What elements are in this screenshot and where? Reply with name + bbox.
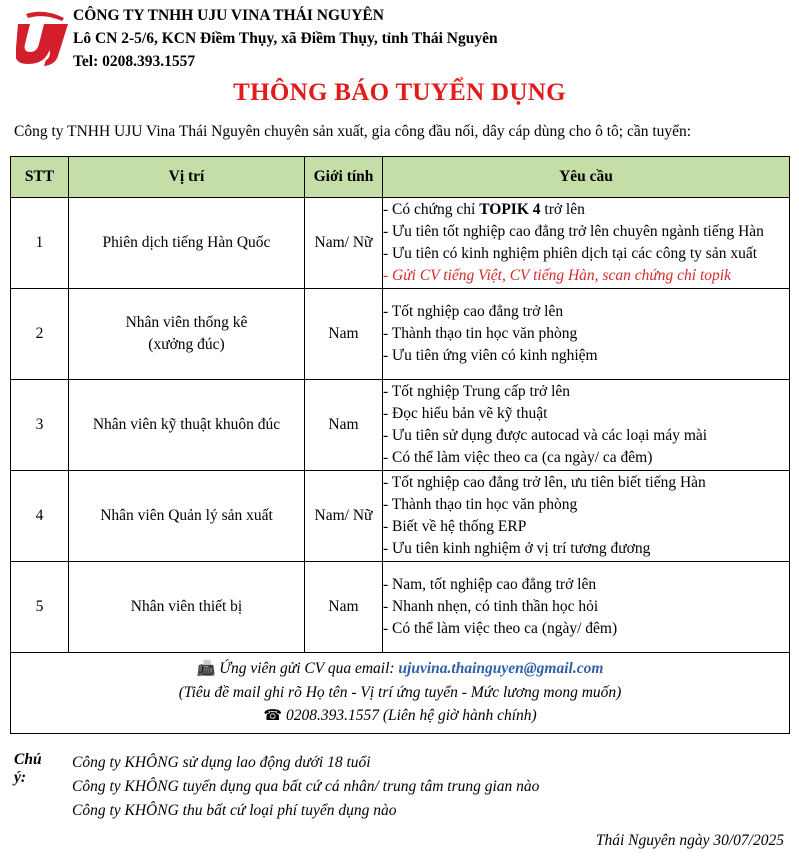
table-header-row bbox=[11, 157, 790, 198]
email-subject-hint: (Tiêu đề mail ghi rõ Họ tên - Vị trí ứng tuyển - Mức lương mong muốn) bbox=[178, 684, 622, 701]
note-line: Công ty KHÔNG sử dụng lao động dưới 18 tuổi bbox=[72, 754, 371, 771]
requirement-line: - Có thể làm việc theo ca (ca ngày/ ca đêm) bbox=[383, 449, 653, 466]
row-gender: Nam bbox=[305, 289, 383, 380]
page-title: THÔNG BÁO TUYỂN DỤNG bbox=[233, 79, 566, 106]
row-gender: Nam/ Nữ bbox=[305, 471, 383, 562]
position-subtitle: (xưởng đúc) bbox=[148, 336, 225, 353]
header-position: Vị trí bbox=[69, 157, 305, 198]
row-requirements bbox=[383, 289, 790, 380]
note-line: Công ty KHÔNG tuyển dụng qua bất cứ cá nhân/ trung tâm trung gian nào bbox=[72, 778, 540, 795]
row-position: Nhân viên kỹ thuật khuôn đúc bbox=[69, 380, 305, 471]
requirement-line: - Đọc hiểu bản vẽ kỹ thuật bbox=[383, 405, 548, 422]
contact-row bbox=[11, 653, 790, 734]
table-row bbox=[11, 562, 790, 653]
requirement-line: - Ưu tiên kinh nghiệm ở vị trí tương đương bbox=[383, 540, 651, 557]
company-header bbox=[16, 4, 786, 74]
requirement-line: - Nhanh nhẹn, có tinh thần học hỏi bbox=[383, 598, 599, 615]
email-line: 📠 Ứng viên gửi CV qua email: ujuvina.thainguyen@gmail.com bbox=[11, 657, 789, 681]
notes-lines bbox=[72, 751, 539, 823]
row-requirements bbox=[383, 562, 790, 653]
header-gender: Giới tính bbox=[305, 157, 383, 198]
row-stt: 4 bbox=[11, 471, 69, 562]
row-gender: Nam bbox=[305, 562, 383, 653]
phone-icon: ☎ bbox=[263, 708, 283, 724]
requirement-line: - Tốt nghiệp cao đẳng trở lên, ưu tiên biết tiếng Hàn bbox=[383, 474, 706, 491]
row-position bbox=[69, 289, 305, 380]
uju-logo bbox=[16, 10, 68, 66]
row-stt: 3 bbox=[11, 380, 69, 471]
requirement-line: - Có thể làm việc theo ca (ngày/ đêm) bbox=[383, 620, 618, 637]
table-row bbox=[11, 289, 790, 380]
row-gender: Nam/ Nữ bbox=[305, 198, 383, 289]
row-stt: 5 bbox=[11, 562, 69, 653]
row-stt: 2 bbox=[11, 289, 69, 380]
row-position: Nhân viên thiết bị bbox=[69, 562, 305, 653]
row-requirements bbox=[383, 198, 790, 289]
document-date: Thái Nguyên ngày 30/07/2025 bbox=[595, 832, 784, 849]
requirement-line: - Ưu tiên có kinh nghiệm phiên dịch tại các công ty sản xuất bbox=[383, 245, 758, 262]
company-phone: Tel: 0208.393.1557 bbox=[73, 53, 196, 70]
note-line: Công ty KHÔNG thu bất cứ loại phí tuyển dụng nào bbox=[72, 802, 397, 819]
requirement-line: - Thành thạo tin học văn phòng bbox=[383, 325, 578, 342]
company-name: CÔNG TY TNHH UJU VINA THÁI NGUYÊN bbox=[73, 7, 384, 24]
company-info bbox=[73, 4, 498, 73]
company-address: Lô CN 2-5/6, KCN Điềm Thụy, xã Điềm Thụy, tỉnh Thái Nguyên bbox=[73, 30, 498, 47]
row-requirements bbox=[383, 471, 790, 562]
header-stt: STT bbox=[11, 157, 69, 198]
requirement-line: - Tốt nghiệp cao đẳng trở lên bbox=[383, 303, 564, 320]
intro-text: Công ty TNHH UJU Vina Thái Nguyên chuyên sản xuất, gia công đầu nối, dây cáp dùng cho ô tô; cần tuyển: bbox=[14, 123, 692, 140]
requirement-line: - Nam, tốt nghiệp cao đẳng trở lên bbox=[383, 576, 597, 593]
requirement-line: - Ưu tiên sử dụng được autocad và các loại máy mài bbox=[383, 427, 708, 444]
position-title: Nhân viên thống kê bbox=[125, 314, 248, 331]
email-link[interactable]: ujuvina.thainguyen@gmail.com bbox=[398, 660, 604, 677]
header-requirements: Yêu cầu bbox=[383, 157, 790, 198]
topik-level: TOPIK 4 bbox=[479, 201, 541, 218]
jobs-table bbox=[10, 156, 790, 734]
requirement-line: - Có chứng chỉ TOPIK 4 trở lên bbox=[383, 201, 585, 218]
row-stt: 1 bbox=[11, 198, 69, 289]
requirement-line: - Tốt nghiệp Trung cấp trở lên bbox=[383, 383, 571, 400]
row-gender: Nam bbox=[305, 380, 383, 471]
table-row bbox=[11, 198, 790, 289]
requirement-line: - Ưu tiên ứng viên có kinh nghiệm bbox=[383, 347, 598, 364]
contact-info bbox=[11, 653, 790, 734]
requirement-note: - Gửi CV tiếng Việt, CV tiếng Hàn, scan chứng chỉ topik bbox=[383, 267, 731, 284]
table-row bbox=[11, 471, 790, 562]
requirement-line: - Thành thạo tin học văn phòng bbox=[383, 496, 578, 513]
phone-line: ☎ 0208.393.1557 (Liên hệ giờ hành chính) bbox=[11, 704, 789, 728]
requirement-line: - Ưu tiên tốt nghiệp cao đẳng trở lên chuyên ngành tiếng Hàn bbox=[383, 223, 764, 240]
row-position: Phiên dịch tiếng Hàn Quốc bbox=[69, 198, 305, 289]
requirement-line: - Biết về hệ thống ERP bbox=[383, 518, 527, 535]
table-row bbox=[11, 380, 790, 471]
row-requirements bbox=[383, 380, 790, 471]
fax-icon: 📠 bbox=[196, 661, 216, 677]
notes-label: Chú ý: bbox=[14, 751, 42, 786]
row-position: Nhân viên Quản lý sản xuất bbox=[69, 471, 305, 562]
